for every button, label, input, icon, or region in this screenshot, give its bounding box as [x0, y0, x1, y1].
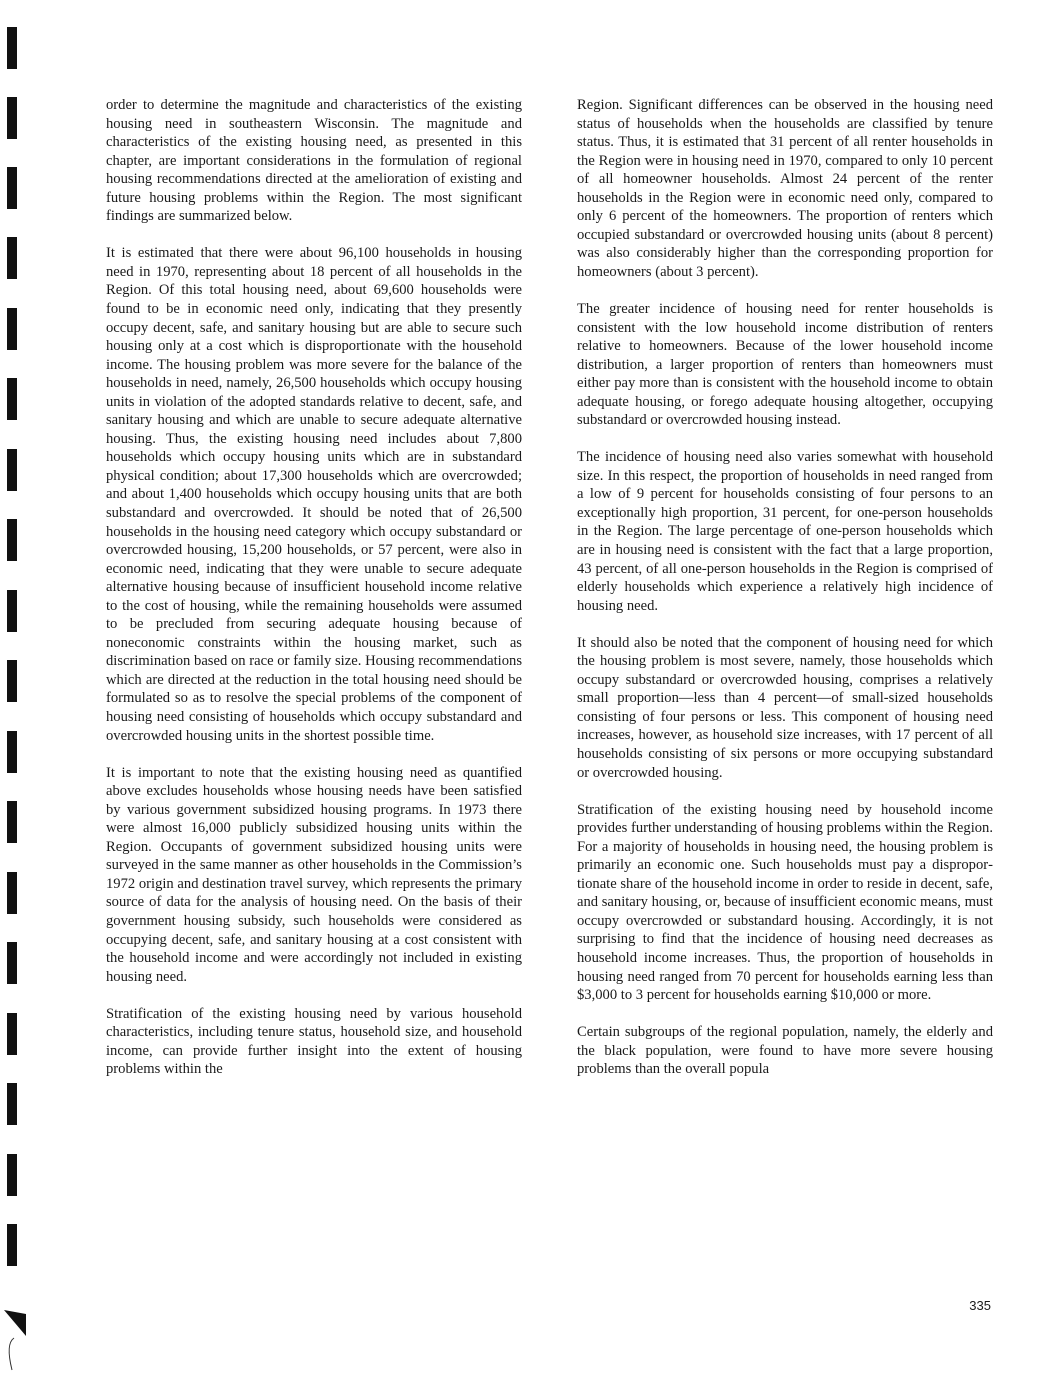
binding-mark [7, 1013, 17, 1055]
paragraph: order to determine the magnitude and characteristics of the existing housing need in southeastern Wisconsin. The magnitude and characteristics of the existing housing need, as presented in this chapter, are important considerations in the formulation of regional housing recommendations directed at the amelioration of existing and future housing problems within the Region. The most significant findings are summarized below. [106, 97, 522, 225]
binding-mark [7, 237, 17, 279]
paragraph: The greater incidence of housing need for renter households is consistent with the low household income distribution of renters relative to homeowners. Because of the lower household income distribution, a larger proportion of renters than homeowners must either pay more than is consistent with the household income to obtain adequate housing, or forego adequate housing altogether, occupying substandard or overcrowded housing instead. [577, 300, 993, 429]
binding-mark [7, 308, 17, 350]
binding-mark [7, 731, 17, 773]
binding-mark [7, 942, 17, 984]
paragraph: Stratification of the existing housing need by household income provides further understanding of housing problems within the Region. For a majority of households in housing need, the housing problem is primarily an economic one. Such households must pay a disproportionate share of the household income in order to reside in decent, safe, and sanitary housing, or, because of insufficient economic means, must occupy overcrowded or substandard housing. Accordingly, it is not surprising to find that the incidence of housing need decreases as household income increases. Thus, the proportion of households in housing need ranged from 70 percent for households earning less than $3,000 to 3 percent for households earning $10,000 or more. [577, 801, 993, 1004]
binding-mark [7, 449, 17, 491]
paragraph: Stratification of the existing housing need by various household characteristics, including tenure status, household size, and household income, can provide further insight into the extent of housing problems within the [106, 1005, 522, 1078]
paragraph: The incidence of housing need also varies somewhat with household size. In this respect, the proportion of households in need ranged from a low of 9 percent for households consisting of four persons to an exceptionally high proportion, 31 percent, for one-person households in the Region. The large percentage of one-person households which are in housing need is consistent with the fact that a large proportion, 43 percent, of all one-person households in the Region is comprised of elderly households which experience a relatively high incidence of housing need. [577, 449, 993, 614]
binding-mark [7, 660, 17, 702]
binding-mark [7, 872, 17, 914]
paragraph: Region. Significant differences can be observed in the housing need status of households when the households are classified by tenure status. Thus, it is estimated that 31 percent of all renter households in the Region were in housing need in 1970, compared to only 10 percent of all homeowner households. Almost 24 percent of the renter households in the Region were in economic need only, compared to only 6 percent of the homeowners. The proportion of renters which occupied substandard or overcrowded housing units (about 8 percent) was also considerably higher than the corresponding proportion for homeowners (about 3 percent). [577, 97, 993, 280]
binding-marks [0, 0, 40, 1380]
binding-mark [7, 378, 17, 420]
binding-mark [7, 1083, 17, 1125]
right-column [577, 96, 993, 1097]
binding-mark [7, 1224, 17, 1266]
paragraph: Certain subgroups of the regional population, namely, the elderly and the black population, were found to have more severe housing problems than the overall popula [577, 1024, 993, 1078]
binding-mark [7, 167, 17, 209]
binding-mark [7, 590, 17, 632]
corner-arrow-mark [0, 1300, 40, 1380]
binding-mark [7, 1154, 17, 1196]
paragraph: It is important to note that the existing housing need as quantified above excludes households whose housing needs have been satisfied by various government subsidized housing programs. In 1973 there were almost 16,000 publicly subsidized housing units within the Region. Occupants of government subsidized housing units were surveyed in the same manner as other households in the Commission’s 1972 origin and destination travel survey, which represents the primary source of data for the analysis of housing need. On the basis of their government housing subsidy, such households were considered as occupying decent, safe, and sanitary housing at a cost consistent with the household income and were accordingly not included in existing housing need. [106, 764, 522, 985]
page-number: 335 [969, 1298, 991, 1313]
left-column [106, 96, 522, 1097]
paragraph: It is estimated that there were about 96,100 households in housing need in 1970, representing about 18 percent of all households in the Region. Of this total housing need, about 69,600 households were found to be in economic need only, indicating that they presently occupy decent, safe, and sanitary housing but are able to secure such housing only at a cost which is disproportionate with the household income. The housing problem was more severe for the balance of the households in need, namely, 26,500 households which occupy housing units in violation of the adopted standards relative to decent, safe, and sanitary housing and which are unable to secure adequate alternative housing. Thus, the existing housing need includes about 7,800 households which occupy housing units which are in substandard physical condition; about 17,300 households which are overcrowded; and about 1,400 households which occupy housing units that are both substandard and overcrowded. It should be noted that of 26,500 households in the housing need category which occupy substandard or overcrowded housing, 15,200 households, or 57 percent, were also in economic need, indicating that they were unable to secure adequate alternative housing because of insufficient household income relative to the cost of housing, while the remaining households were assumed to be precluded from securing adequate housing because of noneconomic constraints within the housing market, such as discrimination based on race or family size. Housing recommendations which are directed at the reduction in the total housing need should be formulated so as to resolve the special problems of the component of housing need consisting of households which occupy substandard and overcrowded housing units in the shortest possible time. [106, 245, 522, 744]
binding-mark [7, 519, 17, 561]
binding-mark [7, 97, 17, 139]
binding-mark [7, 27, 17, 69]
paragraph: It should also be noted that the component of housing need for which the housing problem is most severe, namely, those households which occupy substandard or overcrowded housing, comprises a relatively small proportion—less than 4 percent—of small-sized households consisting of four persons or less. This component of housing need increases, however, as household size increases, with 17 percent of all households consisting of six persons or more occupying substandard or overcrowded housing. [577, 634, 993, 781]
binding-mark [7, 801, 17, 843]
